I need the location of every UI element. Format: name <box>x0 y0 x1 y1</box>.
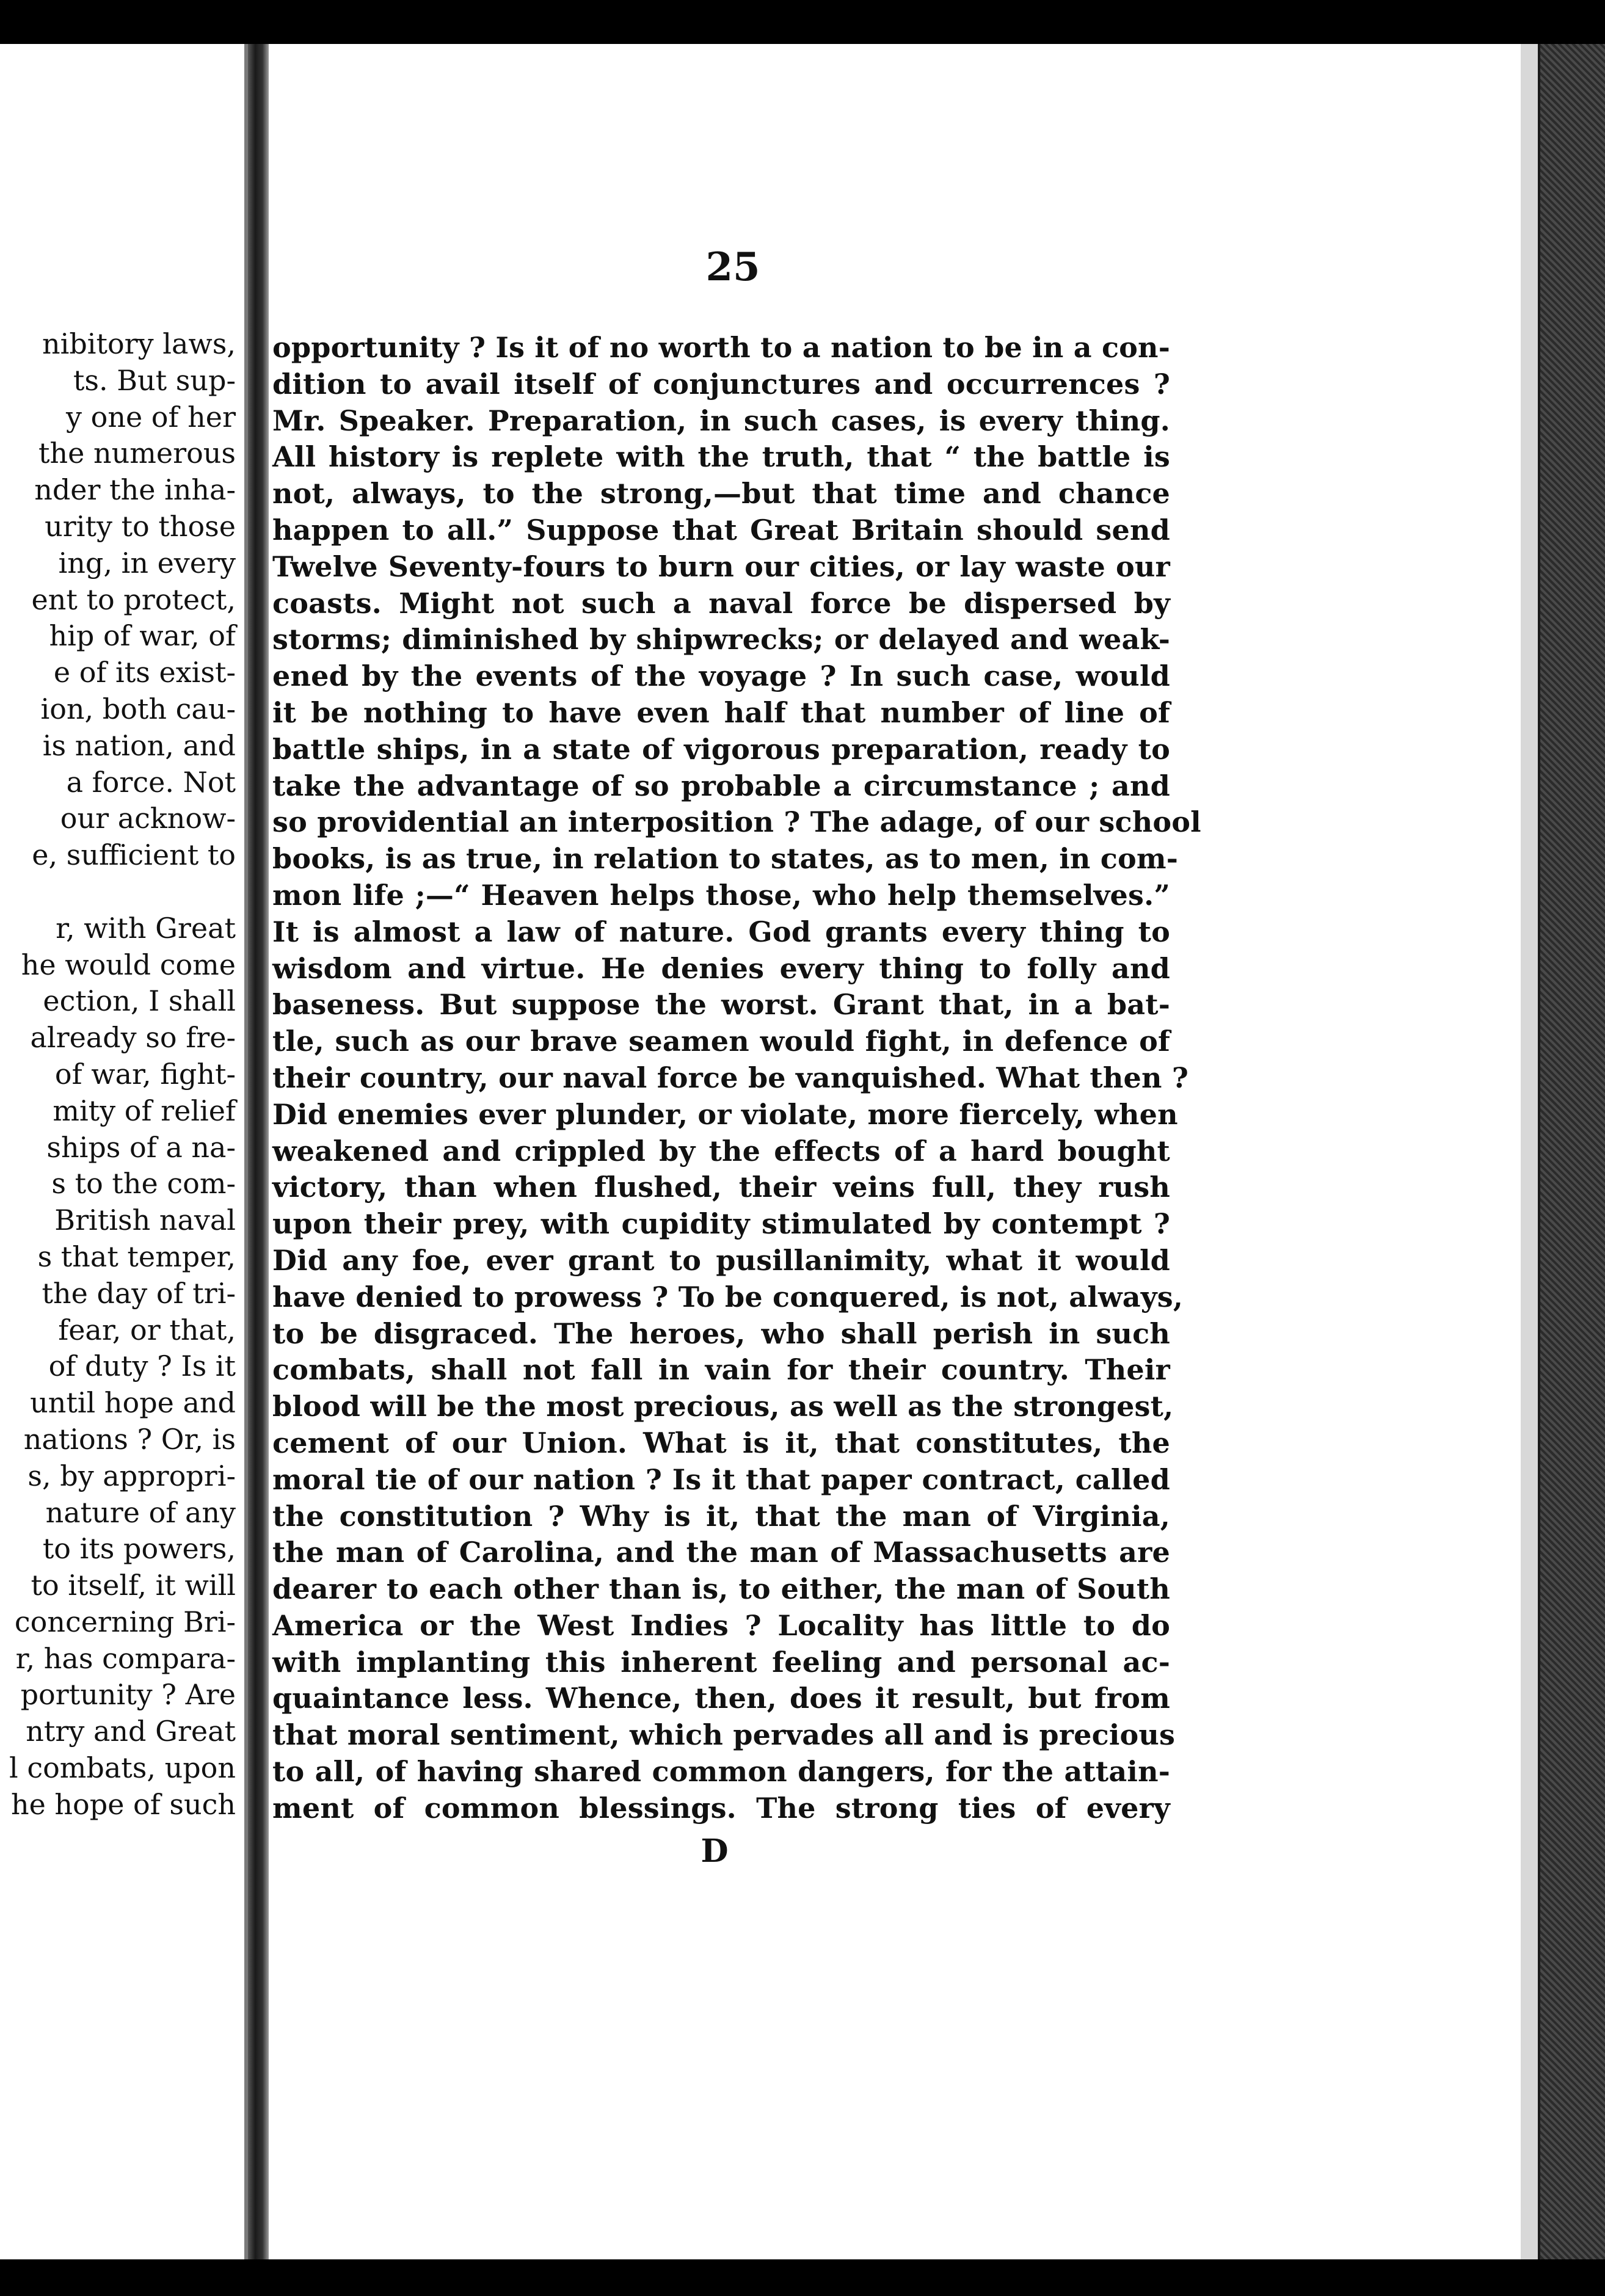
text-line: Mr. Speaker. Preparation, in such cases, is every thing. <box>272 404 1170 437</box>
left-page-line: s, by appropri- <box>27 1459 236 1492</box>
left-page-line: nibitory laws, <box>42 327 236 360</box>
book-gutter <box>248 44 269 2259</box>
left-page-line: is nation, and <box>42 728 236 762</box>
text-line: America or the West Indies ? Locality has little to do <box>272 1608 1170 1642</box>
text-line: mon life ;—“ Heaven helps those, who help themselves.” <box>272 878 1170 912</box>
left-page-line: of duty ? Is it <box>48 1350 236 1383</box>
text-line: that moral sentiment, which pervades all and is precious <box>272 1718 1176 1752</box>
left-page-line: hip of war, of <box>49 619 236 653</box>
left-page-line: ion, both cau- <box>40 692 236 725</box>
left-page-line: of war, fight- <box>54 1057 236 1091</box>
text-line: it be nothing to have even half that number of line of <box>272 696 1170 729</box>
left-page-line: fear, or that, <box>58 1313 236 1346</box>
left-page-line: r, with Great <box>56 911 236 945</box>
facing-page-left <box>0 44 248 2259</box>
text-line: moral tie of our nation ? Is it that paper contract, called <box>272 1462 1170 1496</box>
text-line: have denied to prowess ? To be conquered, is not, always, <box>272 1280 1184 1313</box>
text-line: Did enemies ever plunder, or violate, more fiercely, when <box>272 1097 1178 1131</box>
scan-border-bottom <box>0 2259 1605 2296</box>
main-text-column <box>272 330 1201 1827</box>
text-line: battle ships, in a state of vigorous preparation, ready to <box>272 732 1170 766</box>
left-page-text-column <box>0 326 236 1823</box>
left-page-line: nder the inha- <box>34 473 236 507</box>
text-line: ened by the events of the voyage ? In such case, would <box>272 659 1170 693</box>
left-page-line: r, has compara- <box>15 1641 236 1675</box>
left-page-line: ts. But sup- <box>73 363 236 397</box>
text-line: to all, of having shared common dangers, for the attain- <box>272 1755 1170 1789</box>
text-line: coasts. Might not such a naval force be dispersed by <box>272 586 1170 620</box>
page-number: 25 <box>705 244 760 290</box>
text-line: so providential an interposition ? The adage, of our school <box>272 805 1201 839</box>
text-line: with implanting this inherent feeling and personal ac- <box>272 1645 1170 1679</box>
text-line: victory, than when flushed, their veins full, they rush <box>272 1171 1170 1204</box>
left-page-line: l combats, upon <box>9 1751 236 1785</box>
left-page-line: portunity ? Are <box>20 1678 236 1712</box>
text-line: storms; diminished by shipwrecks; or delayed and weak- <box>272 623 1170 656</box>
text-line: Did any foe, ever grant to pusillanimity, what it would <box>272 1243 1170 1277</box>
left-page-line: nature of any <box>45 1495 236 1529</box>
left-page-line: ection, I shall <box>43 984 236 1018</box>
left-page-line: mity of relief <box>53 1094 236 1127</box>
left-page-line: to its powers, <box>42 1532 236 1566</box>
text-line: the man of Carolina, and the man of Massachusetts are <box>272 1536 1170 1569</box>
text-line: It is almost a law of nature. God grants every thing to <box>272 915 1170 948</box>
left-page-line: a force. Not <box>66 765 236 799</box>
left-page-line: nations ? Or, is <box>23 1422 236 1456</box>
left-page-line: e, sufficient to <box>32 838 236 872</box>
left-page-line: ing, in every <box>58 546 236 579</box>
left-page-line: until hope and <box>30 1386 236 1420</box>
text-line: to be disgraced. The heroes, who shall perish in such <box>272 1317 1170 1350</box>
text-line: opportunity ? Is it of no worth to a nation to be in a con- <box>272 331 1170 364</box>
left-page-line: s that temper, <box>37 1240 236 1273</box>
left-page-line: concerning Bri- <box>14 1605 236 1638</box>
text-line: dearer to each other than is, to either, the man of South <box>272 1572 1170 1606</box>
left-page-line: ships of a na- <box>46 1130 236 1164</box>
signature-mark: D <box>701 1833 729 1870</box>
text-line: blood will be the most precious, as well as the strongest, <box>272 1390 1174 1423</box>
text-line: combats, shall not fall in vain for their country. Their <box>272 1353 1170 1387</box>
text-line: baseness. But suppose the worst. Grant that, in a bat- <box>272 988 1170 1022</box>
left-page-line: urity to those <box>45 509 236 543</box>
text-line: upon their prey, with cupidity stimulated by contempt ? <box>272 1207 1170 1241</box>
left-page-line: ntry and Great <box>26 1715 236 1748</box>
text-line: the constitution ? Why is it, that the man of Virginia, <box>272 1499 1170 1533</box>
left-page-line: he hope of such <box>10 1787 236 1821</box>
text-line: happen to all.” Suppose that Great Britain should send <box>272 513 1170 547</box>
left-page-line: ent to protect, <box>31 583 236 616</box>
left-page-line: y one of her <box>66 400 236 434</box>
left-page-line: he would come <box>21 948 236 981</box>
left-page-line: the day of tri- <box>42 1276 236 1310</box>
text-line: dition to avail itself of conjunctures and occurrences ? <box>272 367 1170 401</box>
left-page-line: our acknow- <box>60 802 236 835</box>
text-line: All history is replete with the truth, that “ the battle is <box>272 440 1170 474</box>
text-line: Twelve Seventy-fours to burn our cities, or lay waste our <box>272 550 1170 583</box>
left-page-line: already so fre- <box>30 1021 236 1055</box>
text-line: wisdom and virtue. He denies every thing to folly and <box>272 951 1170 985</box>
left-page-line: to itself, it will <box>31 1569 236 1602</box>
book-cover-edge <box>1521 44 1605 2259</box>
text-line: books, is as true, in relation to states, as to men, in com- <box>272 842 1179 876</box>
text-line: cement of our Union. What is it, that constitutes, the <box>272 1426 1170 1459</box>
scan-border-top <box>0 0 1605 44</box>
text-line: their country, our naval force be vanquished. What then ? <box>272 1061 1188 1094</box>
left-page-line <box>0 874 236 910</box>
left-page-line: the numerous <box>38 437 236 470</box>
text-line: ment of common blessings. The strong ties of every <box>272 1791 1170 1825</box>
text-line: not, always, to the strong,—but that time and chance <box>272 477 1170 510</box>
text-line: take the advantage of so probable a circumstance ; and <box>272 769 1170 802</box>
text-line: quaintance less. Whence, then, does it result, but from <box>272 1682 1170 1715</box>
text-line: weakened and crippled by the effects of a hard bought <box>272 1134 1170 1168</box>
text-line: tle, such as our brave seamen would fight, in defence of <box>272 1025 1170 1058</box>
left-page-line: British naval <box>54 1204 236 1237</box>
left-page-line: e of its exist- <box>53 656 236 689</box>
left-page-line: s to the com- <box>51 1167 236 1201</box>
